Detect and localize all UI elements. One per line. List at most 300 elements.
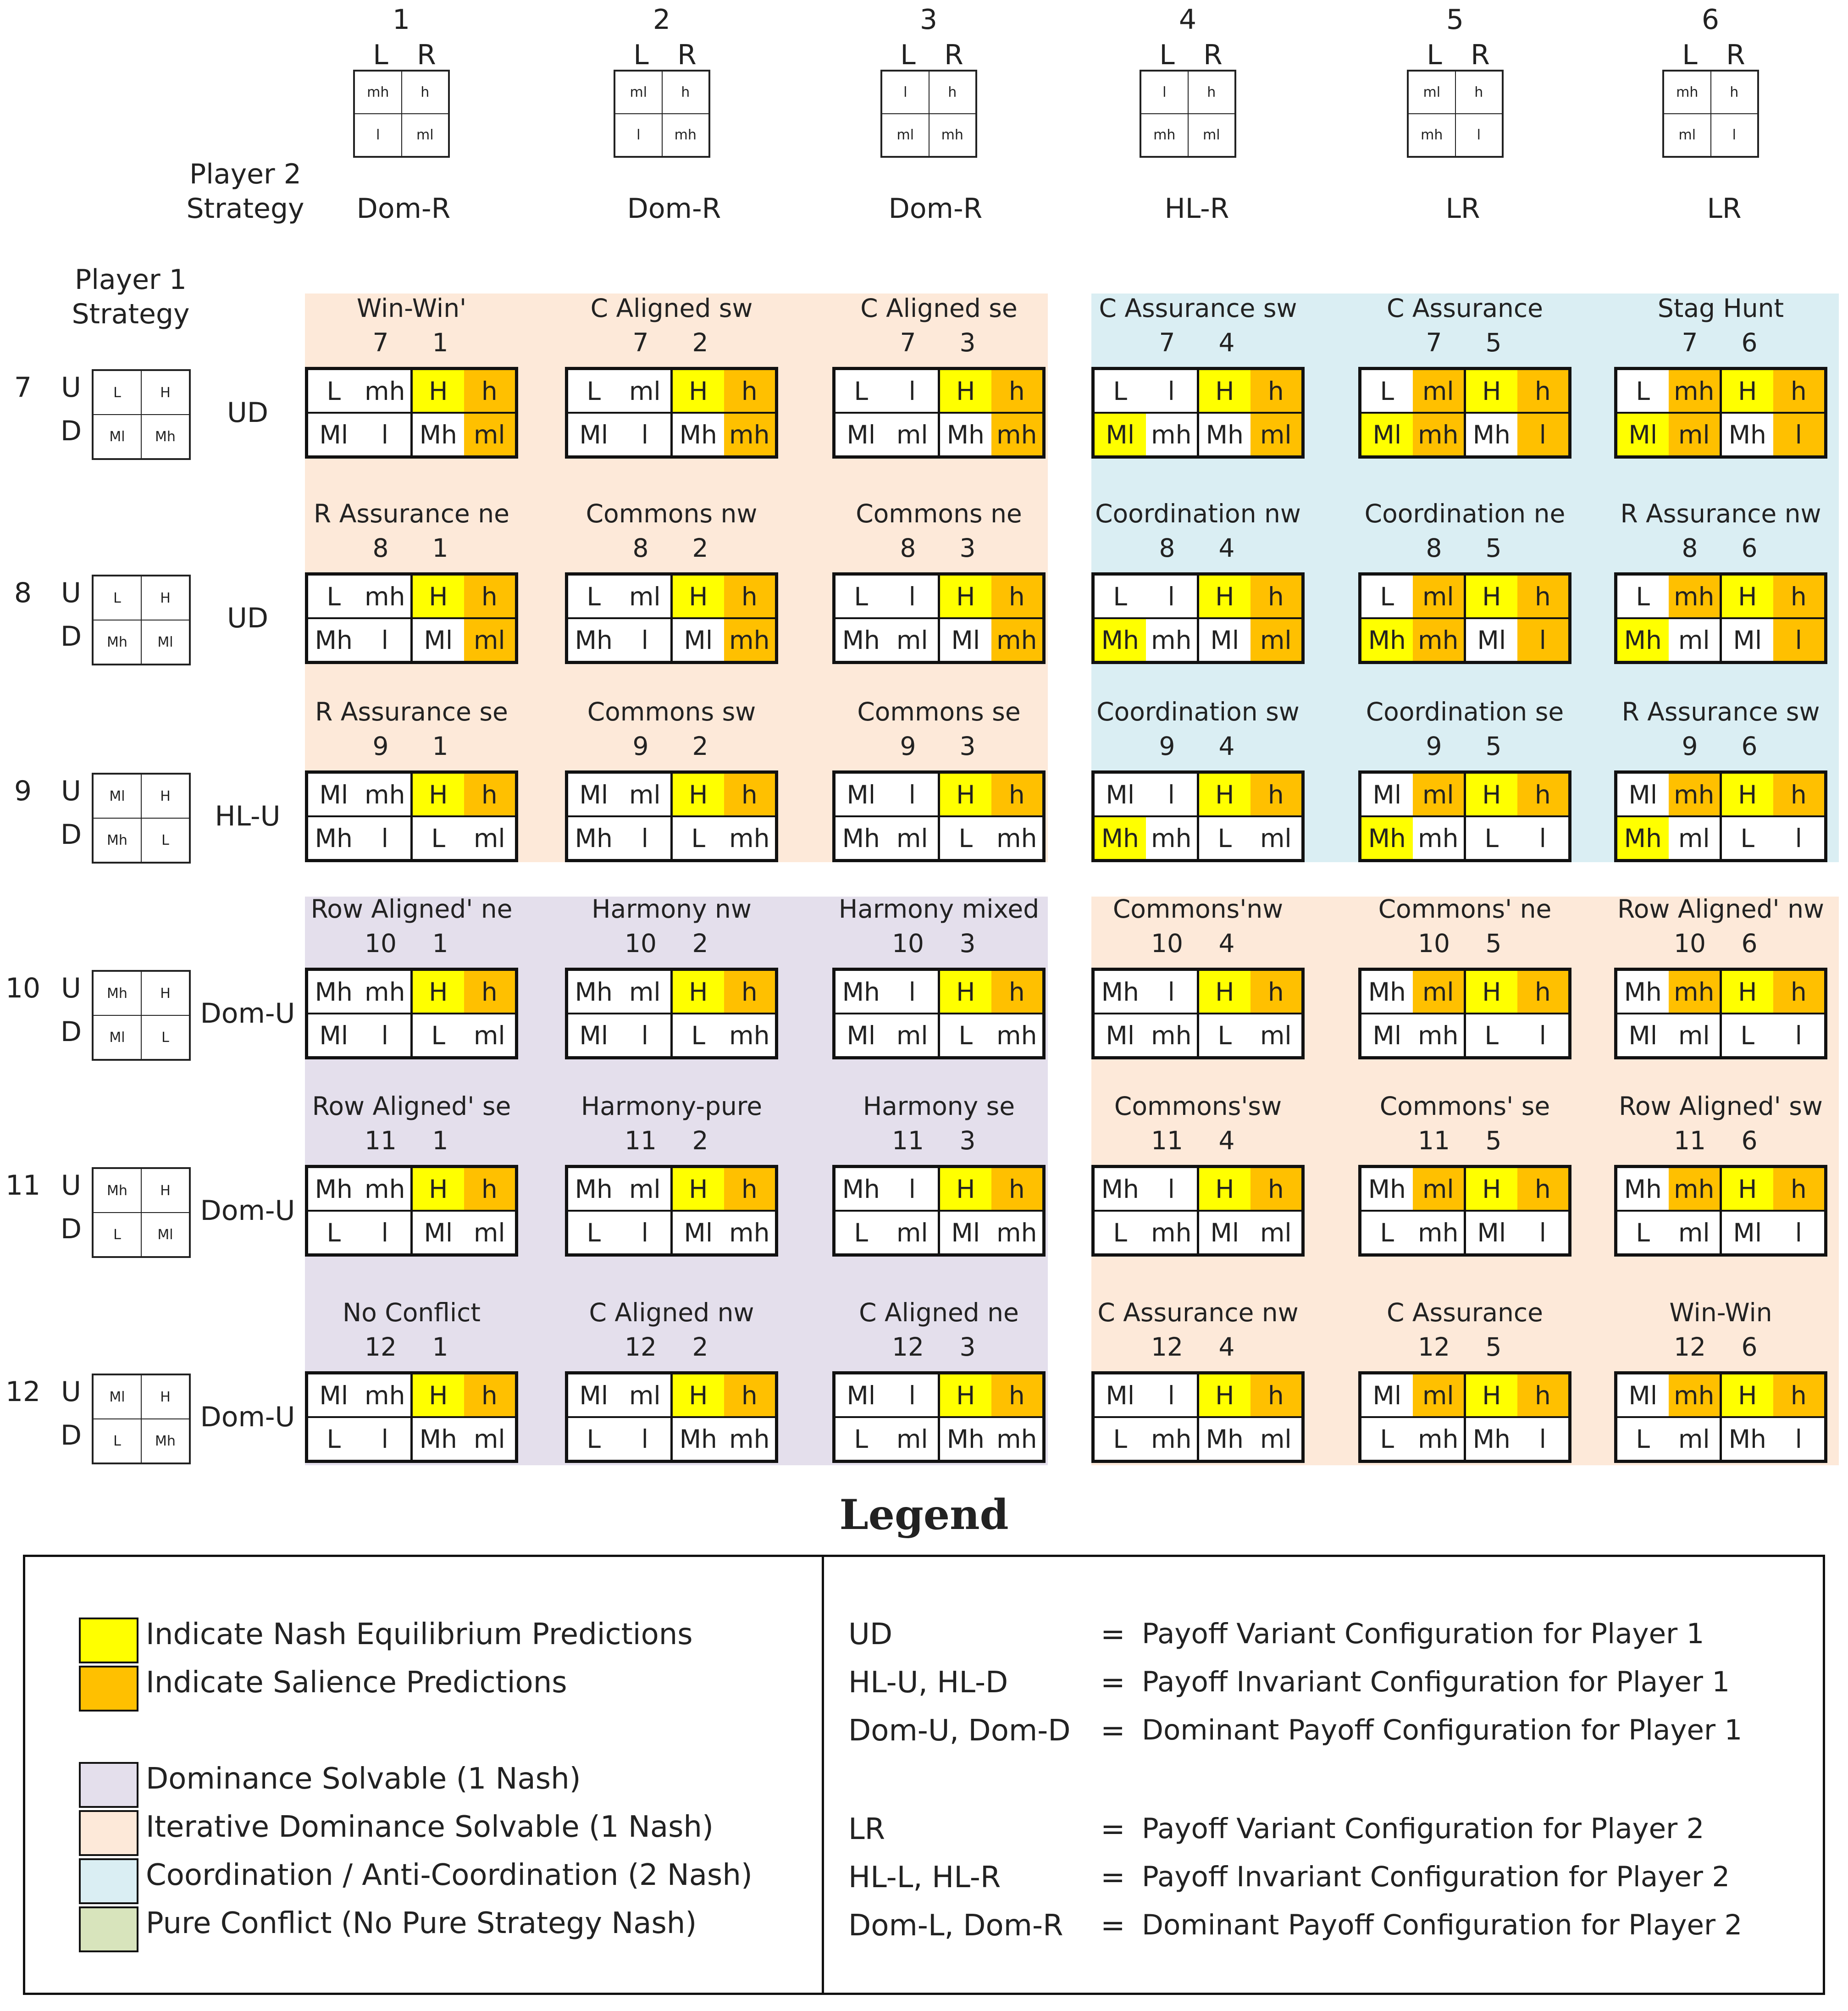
payoff-cell: l: [620, 1418, 671, 1460]
p2-payoff-cell: l: [354, 114, 402, 156]
p1-u-label: U: [61, 972, 81, 1004]
legend-description: Payoff Invariant Configuration for Player 1: [1142, 1666, 1730, 1698]
payoff-cell: L: [1197, 817, 1250, 859]
game-payoff-table: [1358, 1371, 1571, 1463]
game-row-number: 10: [365, 929, 397, 958]
game-col-number: 1: [432, 1332, 448, 1362]
payoff-cell: Ml: [1617, 1014, 1669, 1056]
game-payoff-table: [832, 367, 1046, 459]
payoff-cell: Mh: [938, 1418, 991, 1460]
game-payoff-row: [835, 617, 1042, 661]
p2-l-label: L: [373, 39, 388, 71]
game-payoff-row: [1095, 617, 1301, 661]
payoff-cell: L: [410, 1014, 464, 1056]
p1-axis-label-line1: Player 1: [75, 264, 187, 296]
payoff-cell: Mh: [1617, 817, 1669, 859]
payoff-cell: L: [1720, 1014, 1773, 1056]
payoff-cell: ml: [1669, 619, 1720, 661]
game-payoff-row: [835, 971, 1042, 1013]
payoff-cell: l: [620, 1212, 671, 1253]
legend-equals: =: [1101, 1909, 1125, 1943]
payoff-cell: H: [1464, 774, 1517, 815]
payoff-cell: Ml: [308, 1374, 360, 1416]
game-payoff-row: [1617, 774, 1824, 815]
game-payoff-table: [1091, 770, 1305, 862]
legend-description: Dominant Payoff Configuration for Player 2: [1142, 1909, 1743, 1941]
payoff-cell: L: [1617, 1212, 1669, 1253]
game-payoff-row: [1617, 412, 1824, 455]
game-payoff-row: [568, 1374, 775, 1416]
game-payoff-row: [1095, 815, 1301, 859]
p2-strategy-number: 2: [653, 4, 671, 36]
payoff-cell: Mh: [1095, 817, 1146, 859]
payoff-cell: l: [1146, 1374, 1197, 1416]
p1-payoff-cell: H: [141, 774, 189, 818]
payoff-cell: mh: [991, 817, 1043, 859]
payoff-cell: Mh: [1361, 971, 1413, 1013]
payoff-cell: mh: [724, 1212, 775, 1253]
payoff-cell: ml: [1669, 1418, 1720, 1460]
p1-strategy-number: 9: [14, 775, 32, 807]
p1-strategy-label: Dom-U: [200, 1401, 295, 1433]
payoff-cell: h: [1250, 1374, 1302, 1416]
p2-payoff-cell: mh: [1408, 114, 1455, 156]
payoff-cell: Mh: [835, 817, 887, 859]
game-payoff-row: [308, 576, 515, 617]
game-title: Commons' se: [1379, 1091, 1550, 1121]
legend-key: UD: [848, 1618, 893, 1651]
payoff-cell: H: [1720, 1374, 1773, 1416]
payoff-cell: Mh: [1361, 1168, 1413, 1210]
payoff-cell: Ml: [670, 1212, 724, 1253]
payoff-cell: l: [1146, 971, 1197, 1013]
payoff-cell: H: [1464, 370, 1517, 412]
payoff-cell: H: [1464, 1168, 1517, 1210]
p1-payoff-cell: L: [93, 1213, 141, 1257]
payoff-cell: Mh: [308, 817, 360, 859]
game-col-number: 6: [1741, 731, 1758, 761]
p2-payoff-cell: h: [1455, 71, 1503, 114]
game-col-number: 4: [1218, 929, 1235, 958]
payoff-cell: L: [670, 1014, 724, 1056]
payoff-cell: Ml: [835, 774, 887, 815]
game-payoff-row: [1361, 1210, 1568, 1253]
payoff-cell: Ml: [1361, 1014, 1413, 1056]
payoff-cell: L: [835, 1418, 887, 1460]
payoff-cell: L: [1464, 1014, 1517, 1056]
game-row-number: 9: [372, 731, 389, 761]
game-col-number: 6: [1741, 1332, 1758, 1362]
payoff-cell: h: [991, 576, 1043, 617]
payoff-cell: ml: [1669, 414, 1720, 455]
game-payoff-row: [1095, 1374, 1301, 1416]
game-payoff-row: [1095, 370, 1301, 412]
payoff-cell: L: [1361, 1212, 1413, 1253]
p1-payoff-cell: L: [93, 371, 141, 415]
p1-payoff-cell: Ml: [93, 774, 141, 818]
payoff-cell: mh: [1413, 817, 1464, 859]
payoff-cell: l: [360, 1212, 411, 1253]
p2-r-label: R: [677, 39, 697, 71]
payoff-cell: Mh: [1464, 414, 1517, 455]
payoff-cell: H: [1720, 370, 1773, 412]
payoff-cell: L: [1361, 576, 1413, 617]
game-title: Row Aligned' se: [312, 1091, 511, 1121]
game-payoff-row: [1095, 1210, 1301, 1253]
payoff-cell: mh: [1413, 1212, 1464, 1253]
p1-payoff-cell: Mh: [141, 415, 189, 459]
payoff-cell: mh: [360, 576, 411, 617]
p2-payoff-matrix: [1140, 70, 1236, 158]
p2-payoff-cell: h: [929, 71, 976, 114]
payoff-cell: mh: [1413, 1014, 1464, 1056]
legend-label: Pure Conflict (No Pure Strategy Nash): [146, 1906, 697, 1940]
game-payoff-row: [835, 1210, 1042, 1253]
payoff-cell: h: [1517, 576, 1569, 617]
payoff-cell: H: [410, 971, 464, 1013]
payoff-cell: mh: [1413, 1418, 1464, 1460]
payoff-cell: Ml: [835, 1014, 887, 1056]
game-payoff-table: [565, 1371, 778, 1463]
payoff-cell: ml: [1669, 1212, 1720, 1253]
game-col-number: 2: [692, 533, 708, 563]
payoff-cell: Ml: [1095, 1014, 1146, 1056]
game-payoff-table: [1091, 367, 1305, 459]
payoff-cell: h: [1250, 1168, 1302, 1210]
game-payoff-table: [1358, 968, 1571, 1059]
payoff-cell: ml: [1413, 971, 1464, 1013]
game-row-number: 11: [892, 1126, 924, 1155]
game-payoff-row: [568, 412, 775, 455]
payoff-cell: mh: [360, 370, 411, 412]
p1-payoff-cell: L: [141, 818, 189, 862]
payoff-cell: L: [1617, 576, 1669, 617]
game-row-number: 9: [1426, 731, 1442, 761]
game-col-number: 4: [1218, 533, 1235, 563]
payoff-cell: L: [1095, 576, 1146, 617]
payoff-cell: Ml: [568, 1374, 620, 1416]
game-row-number: 12: [1418, 1332, 1450, 1362]
legend-swatch-conflict: [79, 1906, 138, 1952]
game-row-number: 7: [632, 328, 649, 357]
legend-swatch-dominance: [79, 1762, 138, 1808]
game-title: R Assurance nw: [1620, 499, 1821, 528]
game-title: Harmony-pure: [581, 1091, 763, 1121]
game-col-number: 5: [1485, 731, 1502, 761]
payoff-cell: H: [670, 1168, 724, 1210]
game-payoff-row: [835, 774, 1042, 815]
payoff-cell: H: [410, 1168, 464, 1210]
p2-payoff-cell: h: [402, 71, 449, 114]
game-payoff-table: [1614, 770, 1827, 862]
p1-payoff-cell: H: [141, 1375, 189, 1419]
payoff-cell: Ml: [1095, 774, 1146, 815]
payoff-cell: h: [1250, 971, 1302, 1013]
game-payoff-row: [1617, 1168, 1824, 1210]
game-title: Coordination sw: [1096, 697, 1300, 726]
p2-axis-label-line2: Strategy: [186, 193, 304, 225]
game-col-number: 3: [959, 1332, 976, 1362]
p2-strategy-number: 4: [1179, 4, 1197, 36]
p2-strategy-label: Dom-R: [888, 193, 983, 225]
payoff-cell: mh: [1669, 576, 1720, 617]
payoff-cell: Mh: [1361, 619, 1413, 661]
payoff-cell: l: [887, 1168, 938, 1210]
game-payoff-row: [1617, 1374, 1824, 1416]
p1-payoff-cell: H: [141, 576, 189, 620]
game-title: Win-Win: [1669, 1298, 1772, 1327]
payoff-cell: Mh: [1095, 619, 1146, 661]
payoff-cell: Ml: [1617, 1374, 1669, 1416]
payoff-cell: Mh: [568, 971, 620, 1013]
payoff-cell: l: [360, 817, 411, 859]
game-payoff-table: [565, 367, 778, 459]
game-payoff-table: [1614, 968, 1827, 1059]
p2-r-label: R: [1471, 39, 1490, 71]
p2-r-label: R: [1203, 39, 1223, 71]
payoff-cell: H: [670, 370, 724, 412]
game-payoff-table: [305, 968, 518, 1059]
p1-payoff-cell: L: [141, 1015, 189, 1059]
p2-strategy-number: 3: [919, 4, 938, 36]
game-col-number: 5: [1485, 929, 1502, 958]
game-row-number: 8: [372, 533, 389, 563]
payoff-cell: H: [670, 576, 724, 617]
payoff-cell: H: [670, 774, 724, 815]
payoff-cell: L: [1095, 1212, 1146, 1253]
game-col-number: 3: [959, 328, 976, 357]
game-payoff-row: [568, 971, 775, 1013]
payoff-cell: mh: [724, 817, 775, 859]
payoff-cell: l: [1773, 414, 1825, 455]
payoff-cell: L: [835, 576, 887, 617]
payoff-cell: h: [464, 370, 515, 412]
game-title: Commons'sw: [1114, 1091, 1282, 1121]
game-row-number: 11: [1418, 1126, 1450, 1155]
payoff-cell: h: [1773, 774, 1825, 815]
payoff-cell: Ml: [1095, 414, 1146, 455]
payoff-cell: H: [1197, 774, 1250, 815]
payoff-cell: h: [724, 576, 775, 617]
payoff-cell: h: [991, 971, 1043, 1013]
game-row-number: 11: [1674, 1126, 1706, 1155]
game-payoff-row: [308, 774, 515, 815]
game-payoff-table: [832, 1165, 1046, 1257]
payoff-cell: mh: [991, 414, 1043, 455]
p1-payoff-matrix: [92, 970, 191, 1061]
payoff-cell: Ml: [410, 619, 464, 661]
p2-strategy-number: 1: [392, 4, 410, 36]
payoff-cell: l: [1146, 370, 1197, 412]
p1-payoff-matrix: [92, 369, 191, 460]
p2-payoff-cell: mh: [1141, 114, 1188, 156]
game-payoff-row: [568, 1013, 775, 1056]
game-col-number: 1: [432, 328, 448, 357]
payoff-cell: H: [1197, 576, 1250, 617]
payoff-cell: H: [1464, 971, 1517, 1013]
game-row-number: 7: [372, 328, 389, 357]
legend-description: Payoff Variant Configuration for Player 1: [1142, 1618, 1704, 1650]
p1-u-label: U: [61, 775, 81, 807]
payoff-cell: H: [410, 774, 464, 815]
p1-payoff-cell: Ml: [141, 1213, 189, 1257]
game-title: C Aligned sw: [590, 294, 753, 323]
game-payoff-row: [1361, 774, 1568, 815]
legend-label: Dominance Solvable (1 Nash): [146, 1762, 581, 1796]
legend-swatch-iterative: [79, 1810, 138, 1856]
payoff-cell: Mh: [568, 1168, 620, 1210]
game-title: Commons' ne: [1378, 894, 1552, 924]
p2-payoff-cell: ml: [1188, 114, 1235, 156]
payoff-cell: H: [938, 971, 991, 1013]
payoff-cell: Ml: [308, 1014, 360, 1056]
game-payoff-row: [568, 1168, 775, 1210]
payoff-cell: l: [620, 619, 671, 661]
game-row-number: 11: [1151, 1126, 1183, 1155]
payoff-cell: Mh: [1197, 414, 1250, 455]
game-col-number: 1: [432, 533, 448, 563]
payoff-cell: Mh: [835, 1168, 887, 1210]
payoff-cell: h: [724, 370, 775, 412]
payoff-cell: Mh: [308, 971, 360, 1013]
legend-swatch-salience: [79, 1666, 138, 1712]
payoff-cell: ml: [1413, 774, 1464, 815]
game-payoff-table: [1614, 1165, 1827, 1257]
payoff-cell: mh: [724, 619, 775, 661]
game-title: Commons ne: [856, 499, 1022, 528]
game-title: C Assurance nw: [1097, 1298, 1299, 1327]
payoff-cell: H: [670, 971, 724, 1013]
p1-d-label: D: [60, 819, 82, 851]
payoff-cell: h: [1773, 576, 1825, 617]
p2-payoff-matrix: [880, 70, 977, 158]
payoff-cell: ml: [620, 1168, 671, 1210]
p1-d-label: D: [60, 1016, 82, 1048]
payoff-cell: Ml: [1095, 1374, 1146, 1416]
payoff-cell: l: [360, 619, 411, 661]
game-title: R Assurance sw: [1621, 697, 1820, 726]
payoff-cell: h: [464, 1168, 515, 1210]
game-payoff-row: [1095, 576, 1301, 617]
p1-payoff-cell: Ml: [141, 620, 189, 664]
game-col-number: 3: [959, 731, 976, 761]
p1-axis-label-line2: Strategy: [72, 298, 190, 330]
game-title: Harmony nw: [592, 894, 752, 924]
payoff-cell: Mh: [670, 1418, 724, 1460]
game-payoff-table: [1091, 572, 1305, 664]
game-payoff-table: [565, 770, 778, 862]
payoff-cell: h: [464, 1374, 515, 1416]
p1-payoff-cell: H: [141, 1169, 189, 1213]
payoff-cell: Mh: [1617, 971, 1669, 1013]
payoff-cell: h: [1250, 774, 1302, 815]
game-payoff-table: [305, 770, 518, 862]
p1-payoff-cell: Ml: [93, 1015, 141, 1059]
game-row-number: 7: [1159, 328, 1175, 357]
payoff-cell: L: [1361, 1418, 1413, 1460]
payoff-cell: Mh: [835, 971, 887, 1013]
payoff-cell: h: [991, 370, 1043, 412]
payoff-cell: l: [1517, 817, 1569, 859]
legend-equals: =: [1101, 1861, 1125, 1895]
game-title: Row Aligned' ne: [310, 894, 513, 924]
payoff-cell: L: [1197, 1014, 1250, 1056]
payoff-cell: Ml: [1361, 414, 1413, 455]
payoff-cell: ml: [464, 619, 515, 661]
game-payoff-row: [568, 1210, 775, 1253]
payoff-cell: ml: [620, 1374, 671, 1416]
p1-strategy-number: 8: [14, 577, 32, 609]
payoff-cell: L: [308, 1212, 360, 1253]
game-payoff-row: [1617, 1416, 1824, 1460]
payoff-cell: mh: [724, 1014, 775, 1056]
p1-strategy-number: 12: [5, 1376, 41, 1408]
payoff-cell: ml: [1250, 1212, 1302, 1253]
p2-strategy-label: LR: [1445, 193, 1480, 225]
p2-payoff-cell: mh: [662, 114, 709, 156]
game-payoff-row: [1361, 617, 1568, 661]
p1-payoff-matrix: [92, 575, 191, 665]
game-row-number: 12: [365, 1332, 397, 1362]
payoff-cell: ml: [1413, 1168, 1464, 1210]
game-payoff-row: [308, 1210, 515, 1253]
game-title: Row Aligned' sw: [1619, 1091, 1823, 1121]
payoff-cell: Mh: [410, 1418, 464, 1460]
legend-description: Payoff Invariant Configuration for Player 2: [1142, 1861, 1730, 1893]
p1-strategy-number: 10: [5, 972, 41, 1004]
game-payoff-row: [568, 815, 775, 859]
p2-payoff-cell: h: [1188, 71, 1235, 114]
legend-equals: =: [1101, 1812, 1125, 1846]
game-col-number: 5: [1485, 1332, 1502, 1362]
payoff-cell: h: [1773, 971, 1825, 1013]
payoff-cell: l: [1517, 1014, 1569, 1056]
game-payoff-row: [1617, 576, 1824, 617]
legend-label: Iterative Dominance Solvable (1 Nash): [146, 1810, 714, 1844]
game-title: Commons nw: [586, 499, 758, 528]
payoff-cell: ml: [464, 1212, 515, 1253]
payoff-cell: l: [887, 774, 938, 815]
game-payoff-row: [568, 617, 775, 661]
game-payoff-table: [305, 572, 518, 664]
game-payoff-row: [1617, 370, 1824, 412]
game-payoff-row: [568, 774, 775, 815]
p2-payoff-cell: ml: [402, 114, 449, 156]
payoff-cell: mh: [991, 619, 1043, 661]
game-payoff-row: [308, 1168, 515, 1210]
payoff-cell: mh: [1669, 971, 1720, 1013]
payoff-cell: h: [464, 774, 515, 815]
payoff-cell: L: [670, 817, 724, 859]
game-col-number: 4: [1218, 328, 1235, 357]
payoff-cell: Ml: [938, 619, 991, 661]
payoff-cell: ml: [1413, 576, 1464, 617]
game-payoff-row: [308, 1416, 515, 1460]
p2-strategy-label: HL-R: [1164, 193, 1229, 225]
payoff-cell: l: [1517, 619, 1569, 661]
payoff-cell: mh: [1146, 817, 1197, 859]
payoff-cell: H: [1197, 1168, 1250, 1210]
p2-payoff-cell: h: [662, 71, 709, 114]
payoff-cell: ml: [887, 817, 938, 859]
game-title: Commons sw: [587, 697, 756, 726]
game-payoff-row: [308, 1374, 515, 1416]
payoff-cell: l: [1773, 1014, 1825, 1056]
p2-payoff-cell: l: [1141, 71, 1188, 114]
game-payoff-row: [1361, 412, 1568, 455]
payoff-cell: H: [938, 774, 991, 815]
payoff-cell: Ml: [1361, 1374, 1413, 1416]
